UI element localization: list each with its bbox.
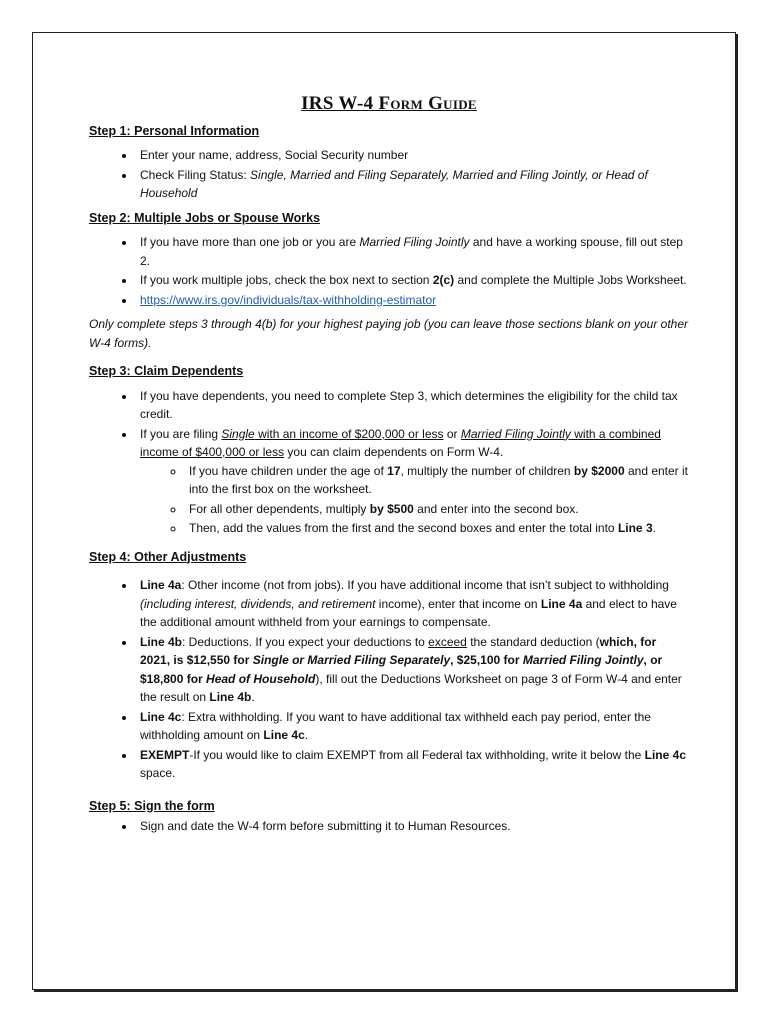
text-span: , or $18,800 for xyxy=(140,653,663,686)
text-span: which, for 2021, is $12,550 for xyxy=(140,634,657,667)
step2-list xyxy=(89,233,689,309)
text-span: 17 xyxy=(387,463,401,478)
text-span: space. xyxy=(140,766,176,780)
list-item xyxy=(136,633,689,707)
text-span: , multiply the number of children xyxy=(400,463,574,478)
list-item xyxy=(136,166,689,203)
text-span: Line 4a xyxy=(540,596,583,611)
step2-heading: Step 2: Multiple Jobs or Spouse Works xyxy=(89,210,321,225)
text-span: . xyxy=(304,728,309,742)
text-span: the standard deduction ( xyxy=(466,634,600,649)
text-span: Line 4c xyxy=(263,728,305,742)
text-span: and enter it into the first box on the worksheet. xyxy=(189,463,689,496)
text-span: If you have dependents, you need to complete Step 3, which determines the eligibility for the child tax credit. xyxy=(140,388,678,421)
document-content xyxy=(89,95,689,842)
text-span: If you have more than one job or you are xyxy=(140,235,360,249)
text-span: Line 4b xyxy=(209,690,252,704)
list-item xyxy=(136,708,689,745)
text-span: ), fill out the Deductions Worksheet on page 3 of Form W-4 and enter the result on xyxy=(140,671,682,704)
text-span: Head of Household xyxy=(206,671,316,686)
text-span: income), enter that income on xyxy=(375,596,541,611)
text-span: Line 4c xyxy=(140,709,182,724)
text-span: , $25,100 for xyxy=(450,653,523,667)
page-title: IRS W-4 Form Guide xyxy=(301,93,477,114)
text-span: Sign and date the W-4 form before submitting it to Human Resources. xyxy=(140,819,511,833)
text-span: . xyxy=(652,521,656,535)
text-span: If you have children under the age of xyxy=(189,463,388,478)
text-span: 2(c) xyxy=(432,273,455,287)
text-span: (including interest, dividends, and retirement xyxy=(140,596,376,611)
list-item xyxy=(136,291,689,310)
step3-list xyxy=(89,387,689,538)
step4-heading: Step 4: Other Adjustments xyxy=(89,549,247,564)
text-span: EXEMPT xyxy=(140,747,190,762)
list-item xyxy=(136,817,689,836)
tax-withholding-estimator-link[interactable]: https://www.irs.gov/individuals/tax-withholding-estimator xyxy=(140,292,437,307)
filing-status-options: Single, Married and Filing Separately, Married and Filing Jointly, or Head of Household xyxy=(140,167,648,200)
list-item xyxy=(136,233,689,270)
text-span: Single or Married Filing Separately xyxy=(252,653,451,667)
text-span: and complete the Multiple Jobs Worksheet. xyxy=(454,273,687,287)
step1-heading: Step 1: Personal Information xyxy=(89,123,260,138)
text-span: or xyxy=(443,426,461,441)
step5-heading: Step 5: Sign the form xyxy=(89,798,215,813)
text-span: For all other dependents, multiply xyxy=(189,501,370,516)
list-item xyxy=(185,462,689,499)
text-span: . xyxy=(251,690,255,704)
text-span: Line 4a xyxy=(140,578,182,592)
text-span: exceed xyxy=(428,634,467,649)
text-span: : Deductions. If you expect your deductions to xyxy=(182,634,429,649)
step1-list xyxy=(89,146,689,203)
text-span: with a combined income of $400,000 or less xyxy=(140,426,661,459)
list-item xyxy=(185,519,689,538)
step1-bullet2-text: Check Filing Status: xyxy=(140,167,251,182)
text-span: you can claim dependents on Form W-4. xyxy=(284,445,504,459)
text-span: Married Filing Jointly xyxy=(522,653,644,667)
list-item xyxy=(136,425,689,538)
list-item xyxy=(136,576,689,632)
step4-list xyxy=(89,576,689,783)
text-span: by $2000 xyxy=(573,463,625,478)
list-item xyxy=(136,146,689,165)
text-span: Single xyxy=(221,426,255,441)
text-span: Line 4c xyxy=(644,747,686,762)
list-item xyxy=(185,500,689,519)
step1-bullet1-text: Enter your name, address, Social Security number xyxy=(140,148,409,162)
text-span: Married Filing Jointly xyxy=(460,426,571,441)
text-span: Line 3 xyxy=(617,521,653,535)
text-span: Line 4b xyxy=(140,634,183,649)
text-span: If you are filing xyxy=(140,426,222,441)
step3-sublist xyxy=(140,462,689,538)
note-text: Only complete steps 3 through 4(b) for your highest paying job (you can leave those sections blank on your other W-4 forms). xyxy=(89,317,689,350)
text-span: Married Filing Jointly xyxy=(359,235,470,249)
text-span: Then, add the values from the first and the second boxes and enter the total into xyxy=(189,521,618,535)
list-item xyxy=(136,746,689,783)
text-span: and have a working spouse, fill out step 2. xyxy=(140,235,683,268)
list-item xyxy=(136,387,689,424)
text-span: by $500 xyxy=(369,501,414,516)
list-item xyxy=(136,271,689,290)
text-span: -If you would like to claim EXEMPT from all Federal tax withholding, write it below the xyxy=(189,747,645,762)
text-span: If you work multiple jobs, check the box next to section xyxy=(140,273,433,287)
step5-list xyxy=(89,817,689,836)
step3-heading: Step 3: Claim Dependents xyxy=(89,364,244,378)
text-span: and elect to have the additional amount withheld from your earnings to compensate. xyxy=(140,596,677,629)
text-span: and enter into the second box. xyxy=(413,501,579,516)
text-span: : Extra withholding. If you want to have additional tax withheld each pay period, enter the withholding amount on xyxy=(140,709,651,742)
text-span: with an income of $200,000 or less xyxy=(254,426,444,441)
text-span: : Other income (not from jobs). If you have additional income that isn’t subject to withholding xyxy=(181,578,669,592)
document-page xyxy=(32,32,736,990)
